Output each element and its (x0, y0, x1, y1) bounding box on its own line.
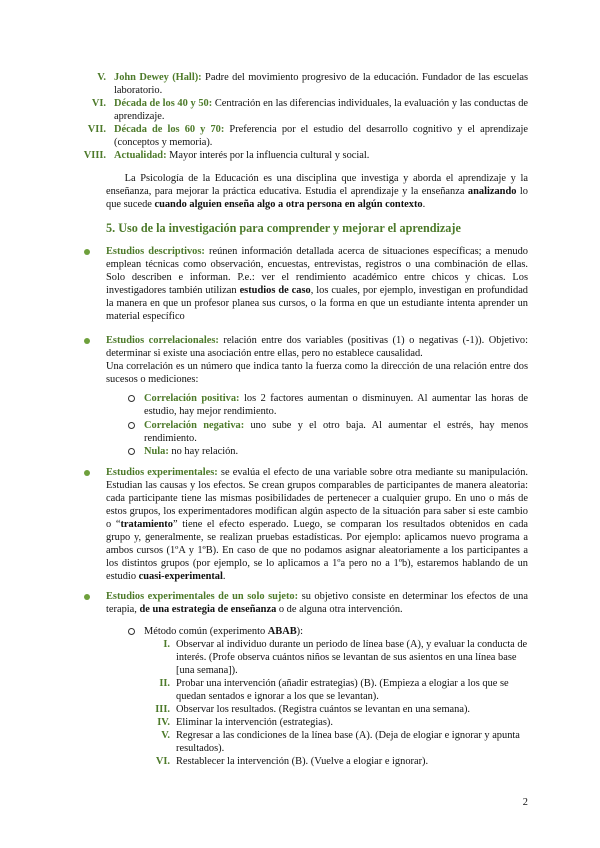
step-item (146, 716, 528, 729)
bullet-correlacionales (84, 334, 528, 386)
bullet-experimentales (84, 466, 528, 583)
bullet-text: Una correlación es un número que indica tanto la fuerza como la dirección de una relación entre dos sucesos o mediciones: (106, 361, 528, 385)
bullet-title: Estudios experimentales de un solo sujeto: (106, 591, 299, 602)
intro-text: lo que sucede (106, 186, 528, 210)
list-item (60, 149, 528, 162)
page-number: 2 (522, 797, 528, 808)
metodo-text: ): (296, 626, 304, 637)
abab-steps (146, 638, 528, 768)
bullet-un-solo-sujeto (84, 590, 528, 616)
bullet-descriptivos (84, 245, 528, 323)
step-item (146, 729, 528, 755)
corr-text: no hay relación. (168, 446, 239, 457)
corr-title: Correlación negativa: (144, 420, 245, 431)
item-title: Década de los 60 y 70: (114, 124, 225, 135)
intro-text: . (422, 199, 426, 210)
intro-bold: cuando alguien enseña algo a otra persona en algún contexto (154, 199, 423, 210)
step-text: Restablecer la intervención (B). (Vuelve a elogiar e ignorar). (176, 756, 429, 767)
decades-list (60, 71, 528, 162)
metodo-bold: ABAB (267, 626, 297, 637)
bullet-title: Estudios descriptivos: (106, 246, 205, 257)
roman-numeral: II. (159, 678, 170, 689)
item-title: Década de los 40 y 50: (114, 98, 213, 109)
bullet-text: reúnen información detallada acerca de situaciones específicas; a menudo emplean técnicas como observación, encuestas, entrevistas, registros o una combinación de ellas. Solo describen e informan. P.e.: ver el rendimiento académico entre chicos y chicas. Los investigadores también utilizan (106, 246, 528, 296)
metodo-text: Método común (experimento (144, 626, 268, 637)
intro-text: La Psicología de la Educación es una disciplina que investiga y aborda el aprendizaje y la enseñanza, para mejorar la práctica educativa. Estudia el aprendizaje y la enseñanza (106, 173, 528, 197)
bullet-icon (84, 470, 90, 476)
roman-numeral: VIII. (83, 150, 106, 161)
bullet-text: , los cuales, por ejemplo, investigan en profundidad la manera en que un profesor planea sus cursos, o la forma en que un estudiante intenta aprender un material específico (106, 285, 529, 322)
bullet-text: . (222, 571, 226, 582)
bullet-icon (84, 338, 90, 344)
list-item (60, 97, 528, 123)
bullet-icon (84, 594, 90, 600)
step-text: Observar los resultados. (Registra cuántos se levantan en una semana). (176, 704, 471, 715)
list-item (60, 123, 528, 149)
corr-text: los 2 factores aumentan o disminuyen. Al aumentar las horas de estudio, hay mejor rendimiento. (144, 393, 529, 417)
step-text: Observar al individuo durante un periodo de línea base (A), y evaluar la conducta de interés. (Profe observa cuántos niños se levantan de sus asientos en una línea base [una semana]). (176, 639, 528, 676)
step-item (146, 677, 528, 703)
item-text: Preferencia por el estudio del desarrollo cognitivo y el aprendizaje (conceptos y memoria). (114, 124, 528, 148)
bullet-text: relación entre dos variables (positivas (1) o negativas (-1)). Objetivo: determinar si existe una asociación entre ellas, pero no establece causalidad. (106, 335, 528, 359)
bullet-text: ” tiene el efecto esperado. Luego, se comparan los resultados obtenidos en cada grupo y, generalmente, se realizan pruebas estadísticas. Por ejemplo: aplicamos nuevo programa a ambos cursos (1ºA y 1ºB). En caso de que no podamos asignar aleatoriamente a los participantes a los distintos grupos (por ejemplo, se lo aplicamos a 1ºa pero no a 1ºb), estaremos hablando de un estudio (106, 519, 529, 582)
bullet-text: su objetivo consiste en determinar los efectos de una terapia, (106, 591, 528, 615)
intro-bold: analizando (467, 186, 517, 197)
bullet-title: Estudios correlacionales: (106, 335, 219, 346)
bullet-text: o de alguna otra intervención. (276, 604, 403, 615)
circle-bullet-icon (128, 628, 135, 635)
bullet-bold: tratamiento (120, 519, 173, 530)
roman-numeral: III. (155, 704, 170, 715)
roman-numeral: I. (163, 639, 170, 650)
item-title: John Dewey (Hall): (114, 72, 202, 83)
roman-numeral: VI. (155, 756, 170, 767)
roman-numeral: V. (161, 730, 170, 741)
item-text: Centración en las diferencias individuales, la evaluación y las conductas de aprendizaje. (114, 98, 528, 122)
step-text: Eliminar la intervención (estrategias). (176, 717, 333, 728)
corr-item (128, 392, 528, 418)
corr-item (128, 419, 528, 445)
step-text: Probar una intervención (añadir estrategias) (B). (Empieza a elogiar a los que se quedan sentados e ignorar a los que se levantan). (176, 678, 509, 702)
corr-text: uno sube y el otro baja. Al aumentar el estrés, hay menos rendimiento. (144, 420, 529, 444)
circle-bullet-icon (128, 448, 135, 455)
step-text: Regresar a las condiciones de la línea base (A). (Deja de elogiar e ignorar y apunta resultados). (176, 730, 520, 754)
roman-numeral: VII. (87, 124, 106, 135)
metodo-item (128, 625, 528, 638)
corr-title: Nula: (144, 446, 169, 457)
bullet-bold: cuasi-experimental (138, 571, 223, 582)
bullet-text: se evalúa el efecto de una variable sobre otra mediante su manipulación. Estudian las causas y los efectos. Se crean grupos comparables de participantes de manera aleatoria: cada participante tiene las mismas posibilidades de pertenecer a cualquier grupo. En uno o más de estos grupos, los experimentadores modifican algún aspecto de la situación para saber si este cambio o “ (106, 467, 528, 530)
item-text: Padre del movimiento progresivo de la educación. Fundador de las escuelas laboratorio. (114, 72, 528, 96)
corr-item (128, 445, 528, 458)
bullet-bold: estudios de caso (239, 285, 311, 296)
intro-paragraph (106, 172, 528, 211)
roman-numeral: V. (97, 72, 106, 83)
step-item (146, 755, 528, 768)
item-title: Actualidad: (114, 150, 167, 161)
list-item (60, 71, 528, 97)
bullet-bold: de una estrategia de enseñanza (139, 604, 277, 615)
bullet-icon (84, 249, 90, 255)
corr-title: Correlación positiva: (144, 393, 240, 404)
roman-numeral: IV. (157, 717, 170, 728)
item-text: Mayor interés por la influencia cultural y social. (166, 150, 370, 161)
section-heading: 5. Uso de la investigación para comprender y mejorar el aprendizaje (106, 221, 461, 235)
step-item (146, 638, 528, 677)
step-item (146, 703, 528, 716)
bullet-title: Estudios experimentales: (106, 467, 218, 478)
roman-numeral: VI. (91, 98, 106, 109)
circle-bullet-icon (128, 422, 135, 429)
circle-bullet-icon (128, 395, 135, 402)
